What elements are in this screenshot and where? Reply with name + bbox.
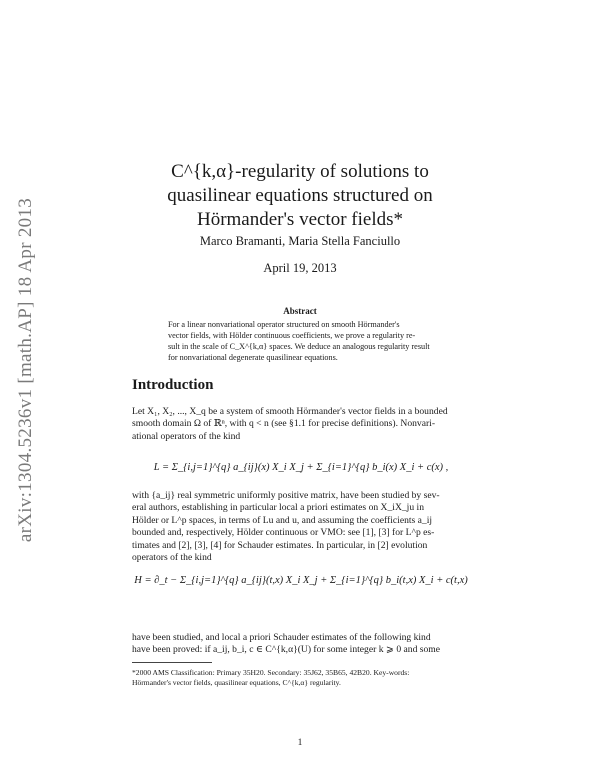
title-line-3: Hörmander's vector fields* [196,209,404,230]
paragraph-3 [132,632,470,657]
section-heading: Introduction [132,377,214,393]
arxiv-sidebar [6,160,46,580]
date: April 19, 2013 [263,261,337,275]
abstract-heading: Abstract [283,306,317,316]
footnote [132,668,470,688]
body-line: bounded and, respectively, Hölder continuous or VMO: see [1], [3] for L^p es- [132,527,435,539]
abstract-line: vector fields, with Hölder continuous coefficients, we prove a regularity re- [168,331,416,340]
body-line: smooth domain Ω of ℝⁿ, with q < n (see §1.1 for precise definitions). Nonvari- [132,418,436,430]
abstract-line: sult in the scale of C_X^{k,α} spaces. We deduce an analogous regularity result [168,342,430,351]
body-line: eral authors, establishing in particular local a priori estimates on X_iX_ju in [132,502,425,514]
equation-2: H = ∂_t − Σ_{i,j=1}^{q} a_{ij}(t,x) X_i X_j + Σ_{i=1}^{q} b_i(t,x) X_i + c(t,x) [134,575,468,586]
abstract-line: for nonvariational degenerate quasilinear equations. [168,353,338,362]
body-line: have been studied, and local a priori Schauder estimates of the following kind [132,632,431,643]
arxiv-identifier: arXiv:1304.5236v1 [math.AP] 18 Apr 2013 [15,197,36,543]
abstract-line: For a linear nonvariational operator structured on smooth Hörmander's [168,320,400,329]
abstract-text [168,319,452,363]
body-line: with {a_ij} real symmetric uniformly positive matrix, have been studied by sev- [132,490,440,501]
body-line: ational operators of the kind [132,430,241,442]
body-line: have been proved: if a_ij, b_i, c ∈ C^{k,α}(U) for some integer k ⩾ 0 and some [132,644,441,656]
body-line: operators of the kind [132,552,212,564]
body-line: timates and [2], [3], [4] for Schauder estimates. In particular, in [2] evolution [132,539,428,551]
body-line: Let X₁, X₂, ..., X_q be a system of smooth Hörmander's vector fields in a bounded [132,406,448,417]
paragraph-2 [132,490,470,564]
title-line-1: C^{k,α}-regularity of solutions to [171,161,429,182]
body-line: Hölder or L^p spaces, in terms of Lu and u, and assuming the coefficients a_ij [132,514,433,526]
title-line-2: quasilinear equations structured on [167,185,433,206]
paper-title [120,160,480,232]
footnote-line: *2000 AMS Classification: Primary 35H20. Secondary: 35J62, 35B65, 42B20. Key-words: [132,668,410,677]
authors: Marco Bramanti, Maria Stella Fanciullo [199,234,401,248]
paragraph-1 [132,406,470,443]
footnote-rule [132,662,212,663]
page-number: 1 [297,738,303,748]
equation-1: L = Σ_{i,j=1}^{q} a_{ij}(x) X_i X_j + Σ_{i=1}^{q} b_i(x) X_i + c(x) , [153,462,449,473]
footnote-line: Hörmander's vector fields, quasilinear equations, C^{k,α} regularity. [132,678,341,687]
